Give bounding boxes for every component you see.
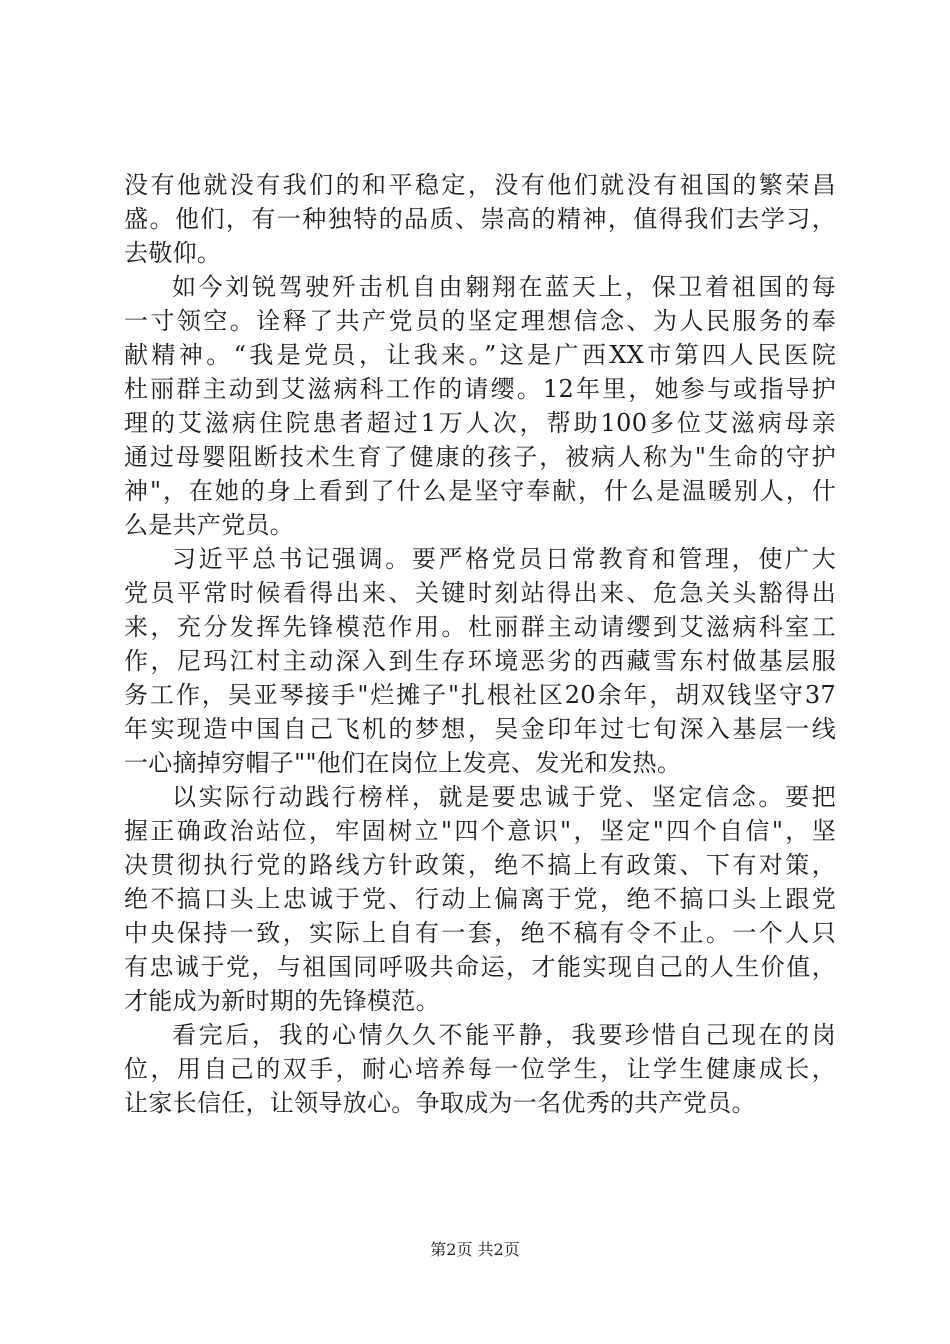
text-line: 习近平总书记强调。要严格党员日常教育和管理，使广大 [172,545,836,573]
text-line: 献精神。“我是党员，让我来。”这是广西XX市第四人民医院 [124,341,836,369]
text-line: 理的艾滋病住院患者超过1万人次，帮助100多位艾滋病母亲 [124,409,836,437]
paragraph [124,542,836,780]
text-line: 才能成为新时期的先锋模范。 [124,987,440,1015]
text-line: 去敬仰。 [124,239,222,267]
text-line: 作，尼玛江村主动深入到生存环境恶劣的西藏雪东村做基层服 [124,647,836,675]
text-line: 一寸领空。诠释了共产党员的坚定理想信念、为人民服务的奉 [124,307,836,335]
text-line: 中央保持一致，实际上自有一套，绝不稿有令不止。一个人只 [124,919,836,947]
text-line: 看完后，我的心情久久不能平静，我要珍惜自己现在的岗 [172,1021,836,1049]
text-line: 神"，在她的身上看到了什么是坚守奉献，什么是温暖别人，什 [124,477,836,505]
text-line: 通过母婴阻断技术生育了健康的孩子，被病人称为"生命的守护 [124,443,836,471]
text-line: 没有他就没有我们的和平稳定，没有他们就没有祖国的繁荣昌 [124,171,836,199]
paragraph [124,1018,836,1120]
text-line: 有忠诚于党，与祖国同呼吸共命运，才能实现自己的人生价值， [124,953,836,981]
text-line: 位，用自己的双手，耐心培养每一位学生，让学生健康成长， [124,1055,836,1083]
text-line: 握正确政治站位，牢固树立"四个意识"，坚定"四个自信"，坚 [124,817,836,845]
text-line: 以实际行动践行榜样，就是要忠诚于党、坚定信念。要把 [172,783,836,811]
paragraph [124,780,836,1018]
paragraph [124,168,836,270]
text-line: 党员平常时候看得出来、关键时刻站得出来、危急关头豁得出 [124,579,836,607]
text-line: 么是共产党员。 [124,511,295,539]
text-line: 绝不搞口头上忠诚于党、行动上偏离于党，绝不搞口头上跟党 [124,885,836,913]
text-line: 一心摘掉穷帽子""他们在岗位上发亮、发光和发热。 [124,749,682,777]
document-body [124,168,836,1120]
text-line: 决贯彻执行党的路线方针政策，绝不搞上有政策、下有对策， [124,851,836,879]
text-line: 如今刘锐驾驶歼击机自由翱翔在蓝天上，保卫着祖国的每 [172,273,836,301]
text-line: 盛。他们，有一种独特的品质、崇高的精神，值得我们去学习， [124,205,836,233]
page-number-label: 第2页 共2页 [430,1240,520,1259]
text-line: 让家长信任，让领导放心。争取成为一名优秀的共产党员。 [124,1089,756,1117]
text-line: 杜丽群主动到艾滋病科工作的请缨。12年里，她参与或指导护 [124,375,836,403]
text-line: 来，充分发挥先锋模范作用。杜丽群主动请缨到艾滋病科室工 [124,613,836,641]
page-footer [0,1239,950,1261]
text-line: 年实现造中国自己飞机的梦想，吴金印年过七旬深入基层一线 [124,715,836,743]
text-line: 务工作，吴亚琴接手"烂摊子"扎根社区20余年，胡双钱坚守37 [124,681,836,709]
paragraph [124,270,836,542]
